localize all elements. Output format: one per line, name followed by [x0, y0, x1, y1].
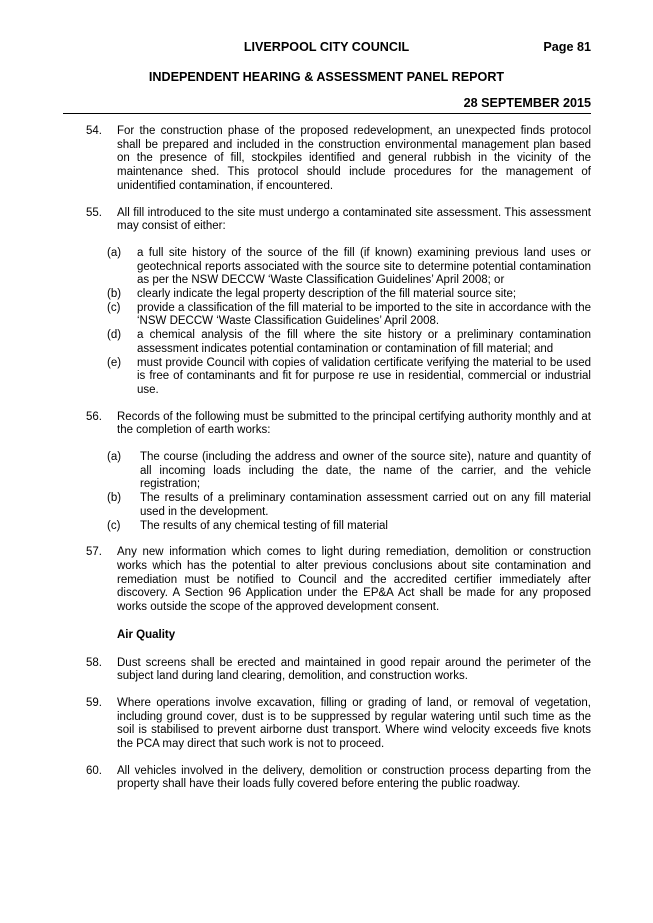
sub-item-text: must provide Council with copies of validation certificate verifying the material to be used is free of contaminants and fit for purpose re use in residential, commercial or industrial use. [137, 356, 591, 396]
sub-item [0, 247, 653, 288]
clause-number: 56. [86, 410, 102, 423]
clause-58 [0, 657, 653, 684]
clause-text: For the construction phase of the proposed redevelopment, an unexpected finds protocol shall be prepared and included in the construction environmental management plan based on the presence of fill, stockpiles identified and general rubbish in the vicinity of the maintenance shed. This protocol should include procedures for the management of unidentified contamination, if encountered. [117, 125, 591, 192]
sub-item-label: (a) [107, 451, 122, 464]
clause-number: 54. [86, 125, 102, 137]
report-date: 28 SEPTEMBER 2015 [463, 96, 591, 110]
clause-57 [0, 546, 653, 615]
document-body [0, 125, 653, 792]
header-divider [63, 113, 591, 114]
clause-text: All fill introduced to the site must undergo a contaminated site assessment. This assessment may consist of either: [117, 206, 591, 233]
sub-item-label: (c) [107, 519, 121, 532]
clause-56-sublist [0, 451, 653, 533]
clause-text: Records of the following must be submitted to the principal certifying authority monthly and at the completion of earth works: [117, 410, 591, 437]
sub-item-text: clearly indicate the legal property description of the fill material source site; [137, 288, 517, 301]
sub-item [0, 357, 653, 398]
sub-item-label: (e) [107, 356, 122, 369]
clause-number: 58. [86, 656, 102, 669]
sub-item-text: a full site history of the source of the fill (if known) examining previous land uses or geotechnical reports associated with the source site to determine potential contamination as per the NSW DECCW ‘Waste Classification Guidelines’ April 2008; or [137, 246, 591, 287]
clause-55-sublist [0, 247, 653, 398]
sub-item [0, 451, 653, 492]
sub-item [0, 302, 653, 329]
sub-item-label: (b) [107, 288, 122, 301]
sub-item-text: The course (including the address and owner of the source site), nature and quantity of all incoming loads including the date, the name of the carrier, and the vehicle registration; [140, 451, 591, 491]
clause-59 [0, 697, 653, 752]
sub-item-label: (d) [107, 329, 122, 342]
sub-item-text: The results of any chemical testing of fill material [140, 519, 388, 532]
sub-item [0, 492, 653, 519]
sub-item-text: provide a classification of the fill material to be imported to the site in accordance with the ‘NSW DECCW ‘Waste Classification Guidelines’ April 2008. [137, 301, 591, 328]
clause-56 [0, 411, 653, 438]
clause-text: Any new information which comes to light during remediation, demolition or construction works which has the potential to alter previous conclusions about site contamination and remediation must be notified to Council and the accredited certifier immediately after discovery. A Section 96 Application under the EP&A Act shall be made for any proposed works outside the scope of the approved development consent. [117, 546, 591, 614]
clause-60 [0, 765, 653, 792]
clause-number: 59. [86, 696, 102, 709]
sub-item-text: The results of a preliminary contamination assessment carried out on any fill material used in the development. [140, 492, 591, 518]
clause-number: 60. [86, 764, 102, 777]
sub-item [0, 329, 653, 356]
clause-number: 55. [86, 206, 102, 219]
clause-text: Dust screens shall be erected and maintained in good repair around the perimeter of the subject land during land clearing, demolition, and construction works. [117, 656, 591, 683]
sub-item [0, 520, 653, 534]
clause-55 [0, 207, 653, 234]
sub-item-label: (c) [107, 301, 121, 314]
sub-item-label: (b) [107, 492, 122, 505]
page-number: Page 81 [543, 40, 591, 54]
clause-text: Where operations involve excavation, filling or grading of land, or removal of vegetation, including ground cover, dust is to be suppressed by regular watering until such time as the soil is stabilised to prevent airborne dust transport. Where wind velocity exceeds five knots the PCA may direct that such work is not to proceed. [117, 696, 591, 751]
sub-item [0, 288, 653, 302]
clause-54 [0, 125, 653, 194]
report-title: INDEPENDENT HEARING & ASSESSMENT PANEL REPORT [148, 70, 505, 84]
council-name: LIVERPOOL CITY COUNCIL [243, 40, 410, 54]
section-heading-air-quality: Air Quality [117, 628, 176, 641]
clause-number: 57. [86, 546, 102, 559]
sub-item-label: (a) [107, 246, 122, 259]
clause-text: All vehicles involved in the delivery, demolition or construction process departing from the property shall have their loads fully covered before entering the public roadway. [117, 764, 591, 791]
sub-item-text: a chemical analysis of the fill where the site history or a preliminary contamination assessment indicates potential contamination or contamination of fill material; and [137, 329, 591, 355]
